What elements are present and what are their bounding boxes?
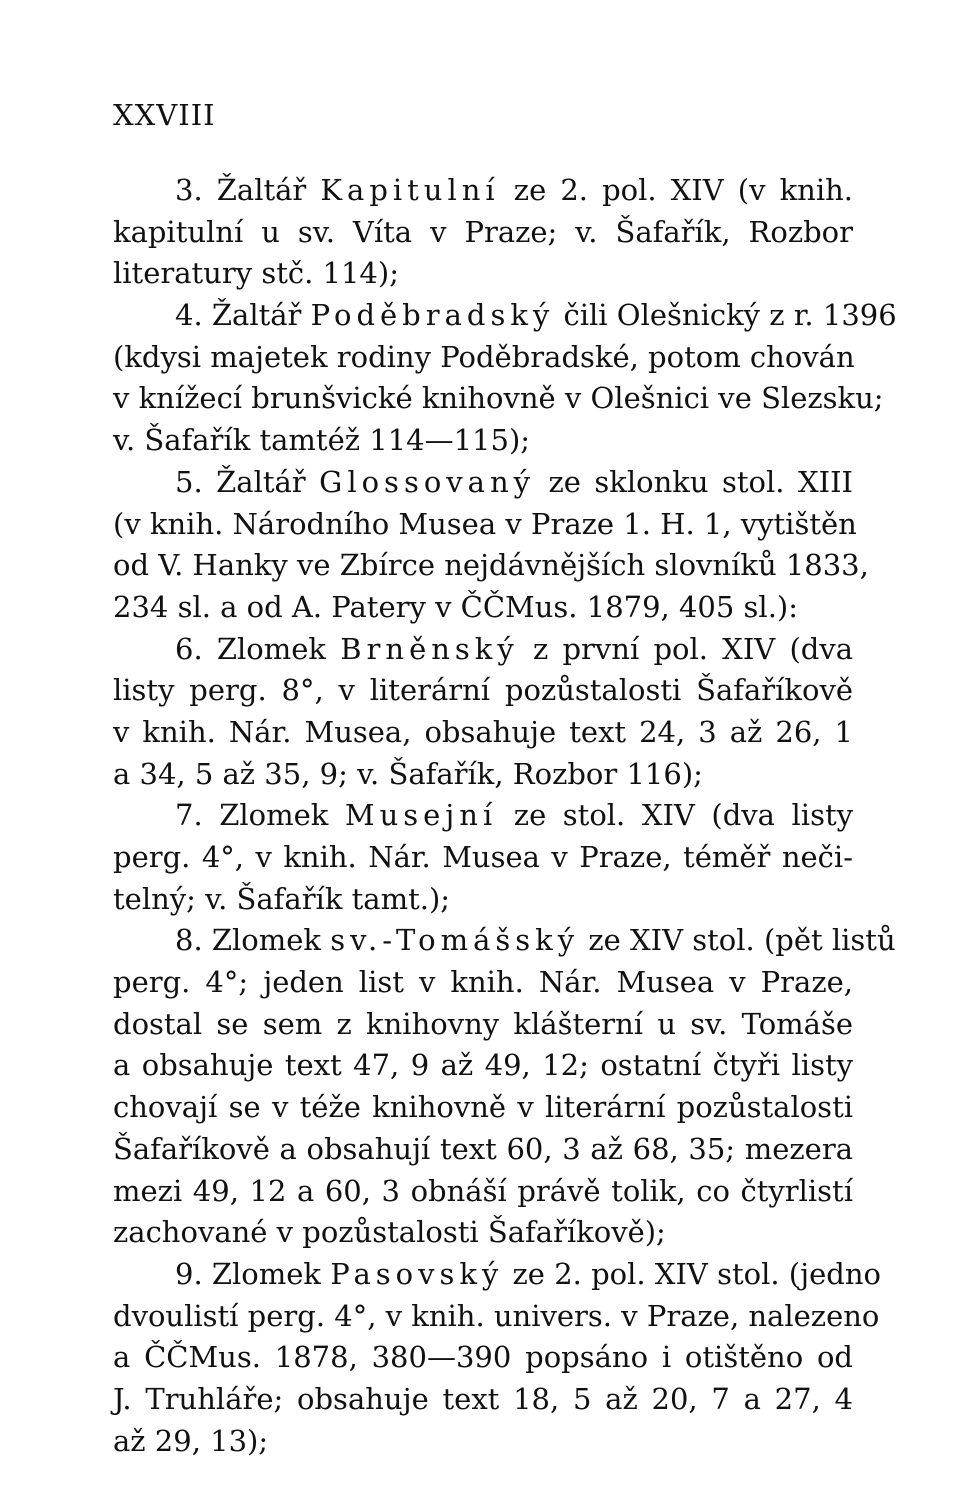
text-line [113,253,853,295]
text-line [113,212,853,254]
text-segment: mezi 49, 12 a 60, 3 obnáší právě tolik, co čtyrlistí [113,1173,853,1208]
text-segment: dvoulistí perg. 4°, v knih. univers. v Praze, nalezeno [113,1298,880,1333]
text-line [113,1296,880,1338]
text-segment: ze 2. pol. XIV stol. (jedno [503,1256,881,1291]
text-segment: ze stol. XIV (dva listy [497,798,853,833]
text-line [113,378,884,420]
text-segment: literatury stč. 114); [113,256,399,291]
text-line [113,1337,853,1379]
text-line [113,712,853,754]
text-segment: telný; v. Šafařík tamt.); [113,881,451,916]
text-segment: 8. Zlomek [175,923,331,958]
text-segment: dostal se sem z knihovny klášterní u sv. Tomáše [113,1006,853,1041]
page-number-header: XXVIII [113,98,216,132]
spaced-title: Poděbradský [310,298,555,333]
text-line [113,1254,881,1296]
text-segment: (v knih. Národního Musea v Praze 1. H. 1, vytištěn [113,506,857,541]
text-segment: ze sklonku stol. XIII [535,464,853,499]
text-line [113,754,853,796]
text-line [113,337,853,379]
text-line [113,295,897,337]
spaced-title: Brněnský [340,631,519,666]
spaced-title: sv.-Tomášský [330,923,580,958]
text-segment: ze 2. pol. XIV (v knih. [499,173,853,207]
text-line [113,795,853,837]
text-segment: 234 sl. a od A. Patery v ČČMus. 1879, 405 sl.): [113,589,799,624]
text-line [113,420,853,462]
text-line [113,1087,853,1129]
text-line [113,504,857,546]
text-segment: ze XIV stol. (pět listů [579,923,896,958]
text-line [113,1212,853,1254]
spaced-title: Glossovaný [319,464,536,499]
text-segment: z první pol. XIV (dva [518,631,853,666]
spaced-title: Kapitulní [320,173,500,207]
text-line [113,1379,853,1421]
text-segment: a obsahuje text 47, 9 až 49, 12; ostatní čtyři listy [113,1048,853,1083]
text-line [113,920,896,962]
text-segment: v. Šafařík tamtéž 114—115); [113,423,531,458]
text-line [113,1045,853,1087]
text-line [113,670,853,712]
text-line [113,1421,853,1463]
text-segment: zachované v pozůstalosti Šafaříkově); [113,1215,666,1250]
text-segment: J. Truhláře; obsahuje text 18, 5 až 20, 7 a 27, 4 [113,1381,853,1416]
text-line [113,587,853,629]
text-segment: Šafaříkově a obsahují text 60, 3 až 68, 35; mezera [113,1131,853,1166]
text-segment: a 34, 5 až 35, 9; v. Šafařík, Rozbor 116); [113,756,703,791]
text-segment: perg. 4°; jeden list v knih. Nár. Musea v Praze, [113,965,853,1000]
text-line [113,837,853,879]
text-segment: perg. 4°, v knih. Nár. Musea v Praze, téměř neči- [113,840,853,874]
text-line [113,170,853,212]
text-line [113,1129,853,1171]
text-segment: chovají se v téže knihovně v literární pozůstalosti [113,1090,853,1125]
text-segment: v knih. Nár. Musea, obsahuje text 24, 3 až 26, 1 [113,714,853,749]
text-segment: čili Olešnický z r. 1396 [554,298,897,333]
text-segment: 9. Zlomek [175,1256,331,1291]
text-segment: 5. Žaltář [175,464,320,499]
text-segment: (kdysi majetek rodiny Poděbradské, potom chován [113,339,855,374]
text-segment: a ČČMus. 1878, 380—390 popsáno i otištěno od [113,1340,853,1375]
text-segment: 3. Žaltář [175,173,321,207]
text-body [113,170,897,1462]
text-line [113,545,869,587]
spaced-title: Musejní [344,798,498,833]
text-segment: 6. Zlomek [175,631,341,666]
text-line [113,962,853,1004]
text-segment: listy perg. 8°, v literární pozůstalosti Šafaříkově [113,673,853,708]
text-segment: kapitulní u sv. Víta v Praze; v. Šafařík, Rozbor [113,214,853,249]
text-segment: 4. Žaltář [175,298,311,333]
spaced-title: Pasovský [330,1256,504,1291]
text-line [113,629,853,671]
text-segment: 7. Zlomek [175,798,345,833]
text-line [113,462,853,504]
text-line [113,1004,853,1046]
text-segment: v knížecí brunšvické knihovně v Olešnici ve Slezsku; [113,381,884,416]
text-segment: od V. Hanky ve Zbírce nejdávnějších slovníků 1833, [113,548,869,583]
text-line [113,879,853,921]
text-segment: až 29, 13); [113,1423,269,1458]
text-line [113,1171,853,1213]
